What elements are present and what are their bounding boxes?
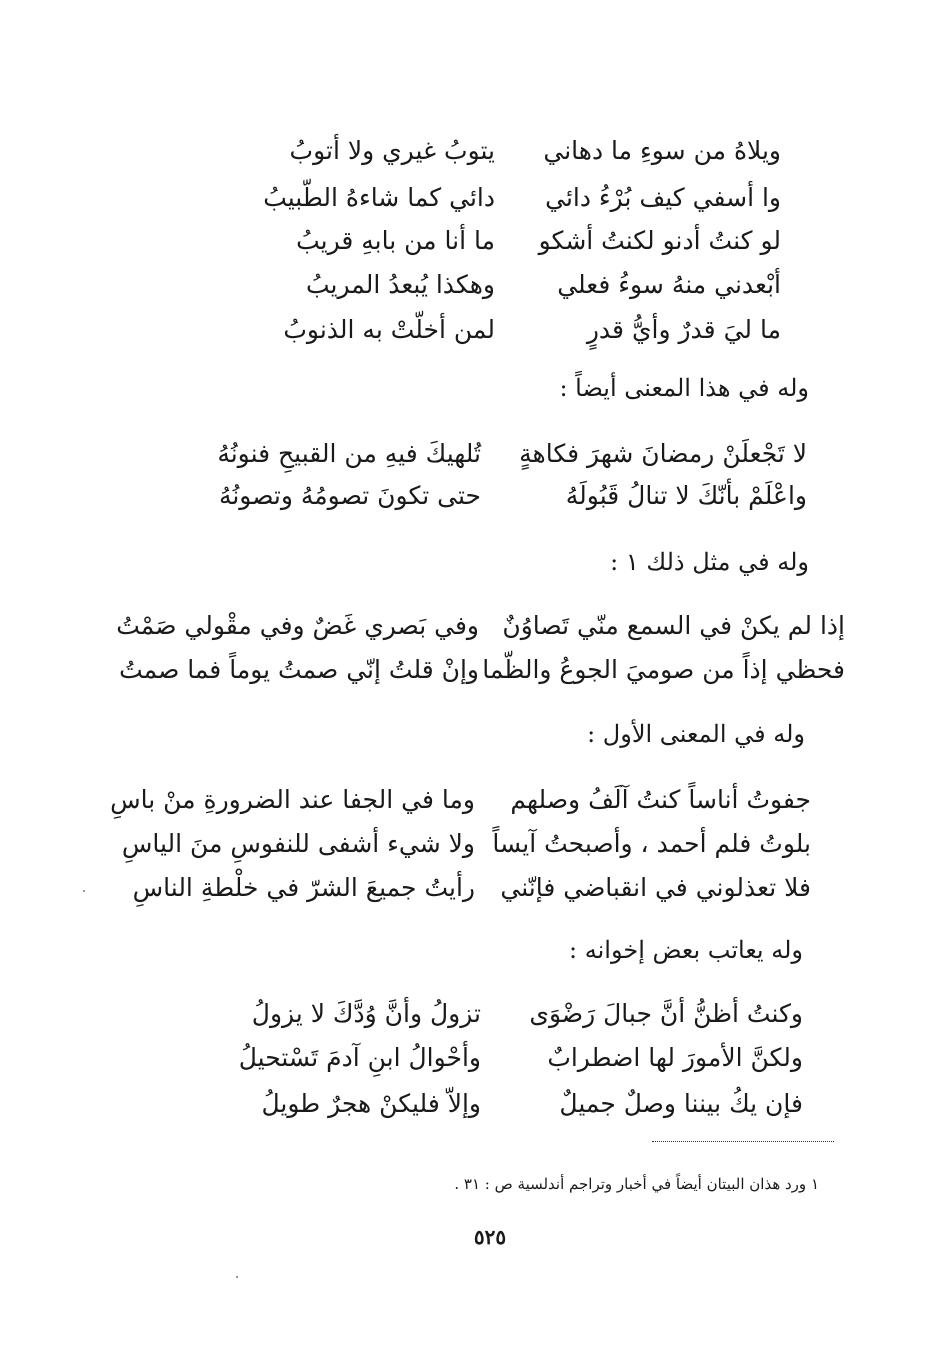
section-heading: وله في مثل ذلك ١ : (610, 548, 809, 576)
verse-first-hemistich: جفوتُ أناساً كنتُ آلَفُ وصلهم (510, 785, 811, 814)
footnote-separator (652, 1141, 834, 1142)
verse-first-hemistich: فحظي إذاً من صوميَ الجوعُ والظّما (482, 655, 845, 684)
page-number: ٥٢٥ (473, 1225, 507, 1249)
verse-first-hemistich: وا أسفي كيف بُرْءُ دائي (545, 183, 781, 212)
verse-first-hemistich: وكنتُ أظنُّ أنَّ جبالَ رَضْوَى (529, 999, 803, 1028)
verse-first-hemistich: أبْعدني منهُ سوءُ فعلي (557, 270, 781, 299)
verse-second-hemistich: حتى تكونَ تصومُهُ وتصونُهُ (218, 481, 481, 510)
verse-second-hemistich: يتوبُ غيري ولا أتوبُ (289, 136, 495, 165)
verse-second-hemistich: وما في الجفا عند الضرورةِ منْ باسِ (110, 785, 475, 814)
verse-second-hemistich: ما أنا من بابهِ قريبُ (296, 226, 495, 255)
section-heading: وله يعاتب بعض إخوانه : (569, 936, 803, 964)
scan-speck (236, 1276, 238, 1278)
verse-first-hemistich: لو كنتُ أدنو لكنتُ أشكو (538, 226, 781, 255)
verse-first-hemistich: ما ليَ قدرٌ وأيُّ قدرٍ (586, 315, 781, 344)
verse-second-hemistich: وإنْ قلتُ إنّي صمتُ يوماً فما صمتُ (119, 655, 479, 684)
verse-second-hemistich: ولا شيء أشفى للنفوسِ منَ الياسِ (121, 829, 475, 858)
verse-second-hemistich: لمن أخلّتْ به الذنوبُ (283, 315, 495, 344)
section-heading: وله في هذا المعنى أيضاً : (559, 374, 809, 402)
verse-first-hemistich: ولكنَّ الأمورَ لها اضطرابٌ (547, 1043, 803, 1072)
verse-first-hemistich: إذا لم يكنْ في السمع منّي تَصاوُنٌ (502, 611, 845, 640)
verse-first-hemistich: واعْلَمْ بأنّكَ لا تنالُ قَبُولَهُ (565, 481, 807, 510)
verse-first-hemistich: فلا تعذلوني في انقباضي فإنّني (500, 873, 811, 902)
footnote: ١ ورد هذان البيتان أيضاً في أخبار وتراجم أندلسية ص : ٣١ . (454, 1175, 819, 1193)
verse-second-hemistich: وأحْوالُ ابنِ آدمَ تَسْتحيلُ (238, 1043, 481, 1072)
scan-speck (83, 890, 85, 892)
verse-first-hemistich: بلوتُ فلم أحمد ، وأصبحتُ آيساً (492, 829, 811, 858)
verse-first-hemistich: فإن يكُ بيننا وصلٌ جميلٌ (559, 1089, 803, 1118)
verse-second-hemistich: وفي بَصري غَضٌ وفي مقْولي صَمْتُ (116, 611, 479, 640)
verse-second-hemistich: تزولُ وأنَّ وُدَّكَ لا يزولُ (251, 999, 481, 1028)
verse-first-hemistich: لا تَجْعلَنْ رمضانَ شهرَ فكاهةٍ (519, 439, 807, 468)
verse-second-hemistich: وإلاّ فليكنْ هجرٌ طويلُ (261, 1089, 481, 1118)
verse-first-hemistich: ويلاهُ من سوءِ ما دهاني (543, 136, 781, 165)
verse-second-hemistich: رأيتُ جميعَ الشرّ في خلْطةِ الناسِ (132, 873, 475, 902)
section-heading: وله في المعنى الأول : (587, 720, 805, 748)
verse-second-hemistich: تُلهيكَ فيهِ من القبيحِ فنونُهُ (217, 439, 481, 468)
verse-second-hemistich: دائي كما شاءهُ الطّبيبُ (263, 183, 495, 212)
verse-second-hemistich: وهكذا يُبعدُ المريبُ (305, 270, 495, 299)
